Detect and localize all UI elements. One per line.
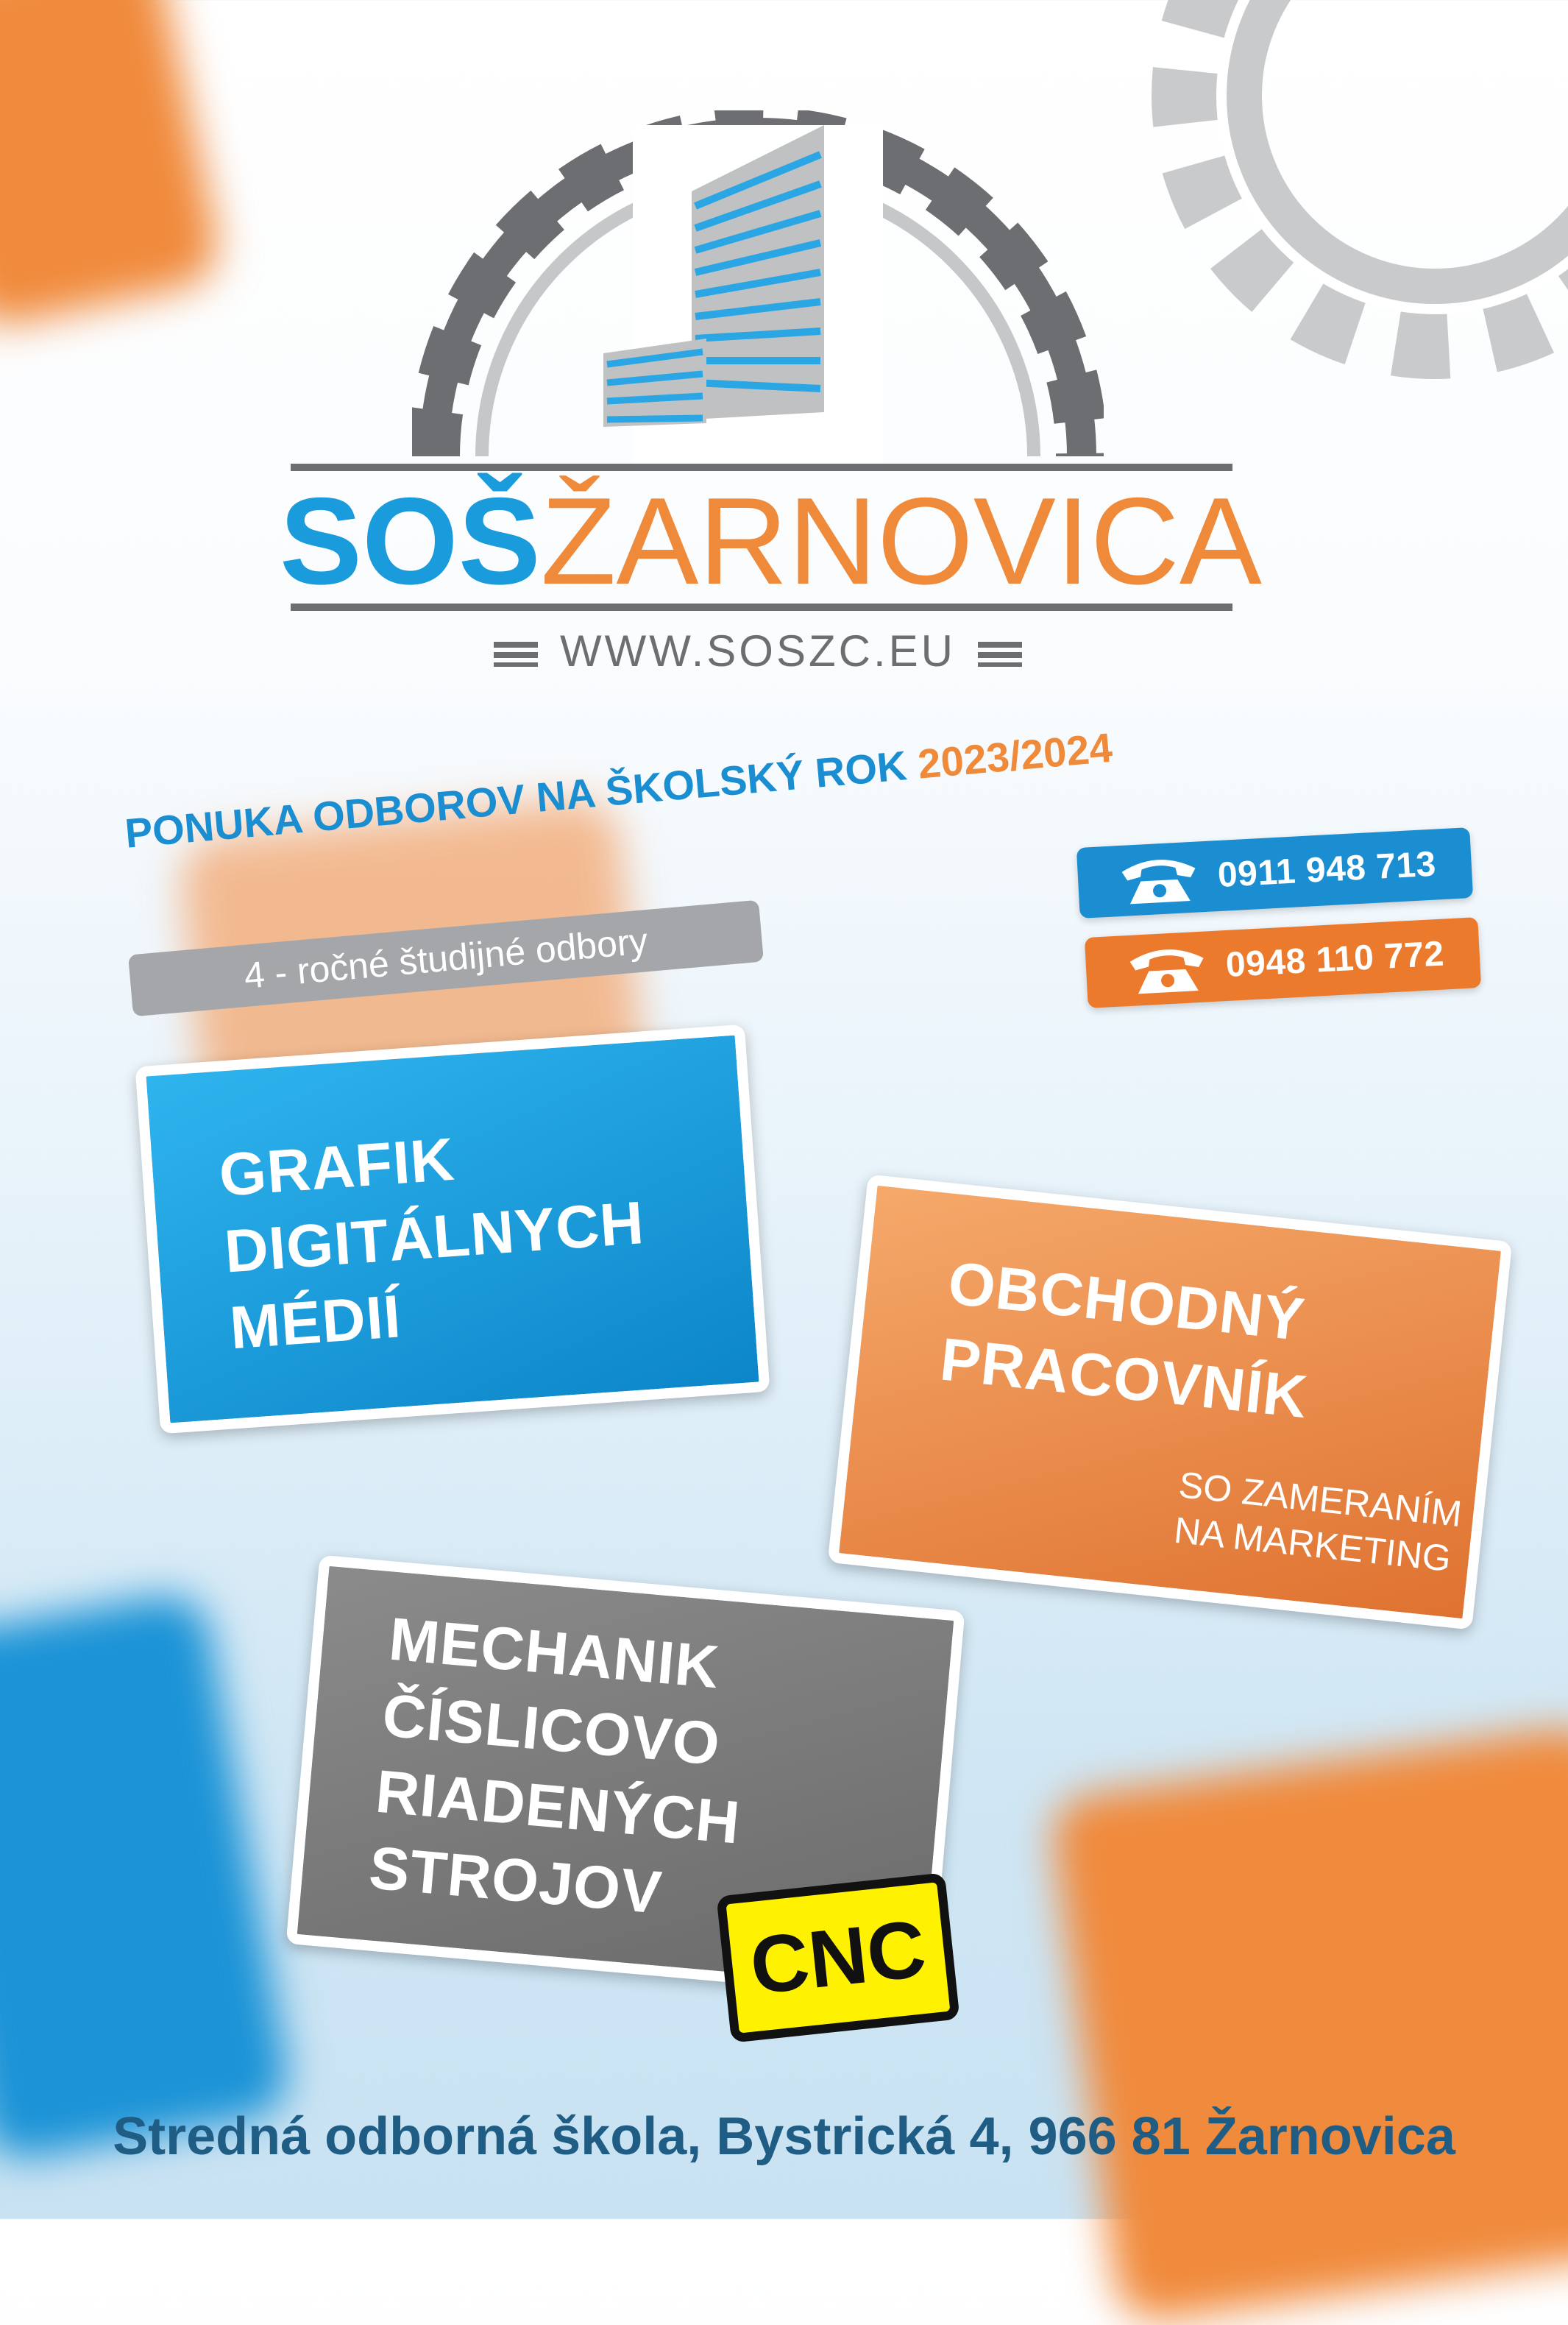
logo-website-row [280, 626, 1236, 676]
logo-wordmark [280, 472, 1262, 610]
program-card-graphic[interactable] [135, 1025, 770, 1434]
study-length-label: 4 - ročné študijné odbory [128, 900, 764, 1017]
phone-number-2: 0948 110 772 [1224, 934, 1446, 985]
right-stripes-icon [978, 642, 1022, 667]
program-title-cnc: MECHANIK ČÍSLICOVO RIADENÝCH STROJOV [366, 1605, 743, 1927]
left-stripes-icon [494, 642, 538, 667]
telephone-icon [1118, 852, 1202, 907]
logo-top-rule [291, 464, 1232, 471]
background-blob-blue-bottom-left [0, 1589, 294, 2165]
program-title-business: OBCHODNÝ PRACOVNÍK [937, 1249, 1311, 1432]
headline [123, 694, 1447, 857]
telephone-icon [1126, 941, 1210, 997]
program-title-graphic: GRAFIK DIGITÁLNYCH MÉDIÍ [216, 1125, 647, 1362]
program-card-business[interactable] [828, 1174, 1513, 1629]
phone-number-1: 0911 948 713 [1216, 844, 1438, 896]
background-blob-orange-bottom-right [1048, 1723, 1568, 2325]
logo-emblem [412, 110, 1104, 464]
program-subtitle-business: SO ZAMERANÍM NA MARKETING [1171, 1464, 1464, 1579]
footer-address: Stredná odborná škola, Bystrická 4, 966 81 Žarnovica [113, 2107, 1455, 2166]
logo-brand-name: ŽARNOVICA [540, 472, 1262, 610]
logo-brand-prefix: SOŠ [280, 472, 541, 610]
cnc-badge: CNC [716, 1872, 959, 2043]
headline-text: PONUKA ODBOROV NA ŠKOLSKÝ ROK [123, 742, 909, 857]
headline-year: 2023/2024 [915, 723, 1115, 788]
logo [280, 110, 1262, 684]
website-link[interactable]: WWW.SOSZC.EU [560, 626, 956, 676]
background-blob-orange-top-left [0, 0, 225, 332]
phone-badge-2[interactable] [1085, 917, 1481, 1008]
phone-badge-1[interactable] [1076, 827, 1473, 919]
